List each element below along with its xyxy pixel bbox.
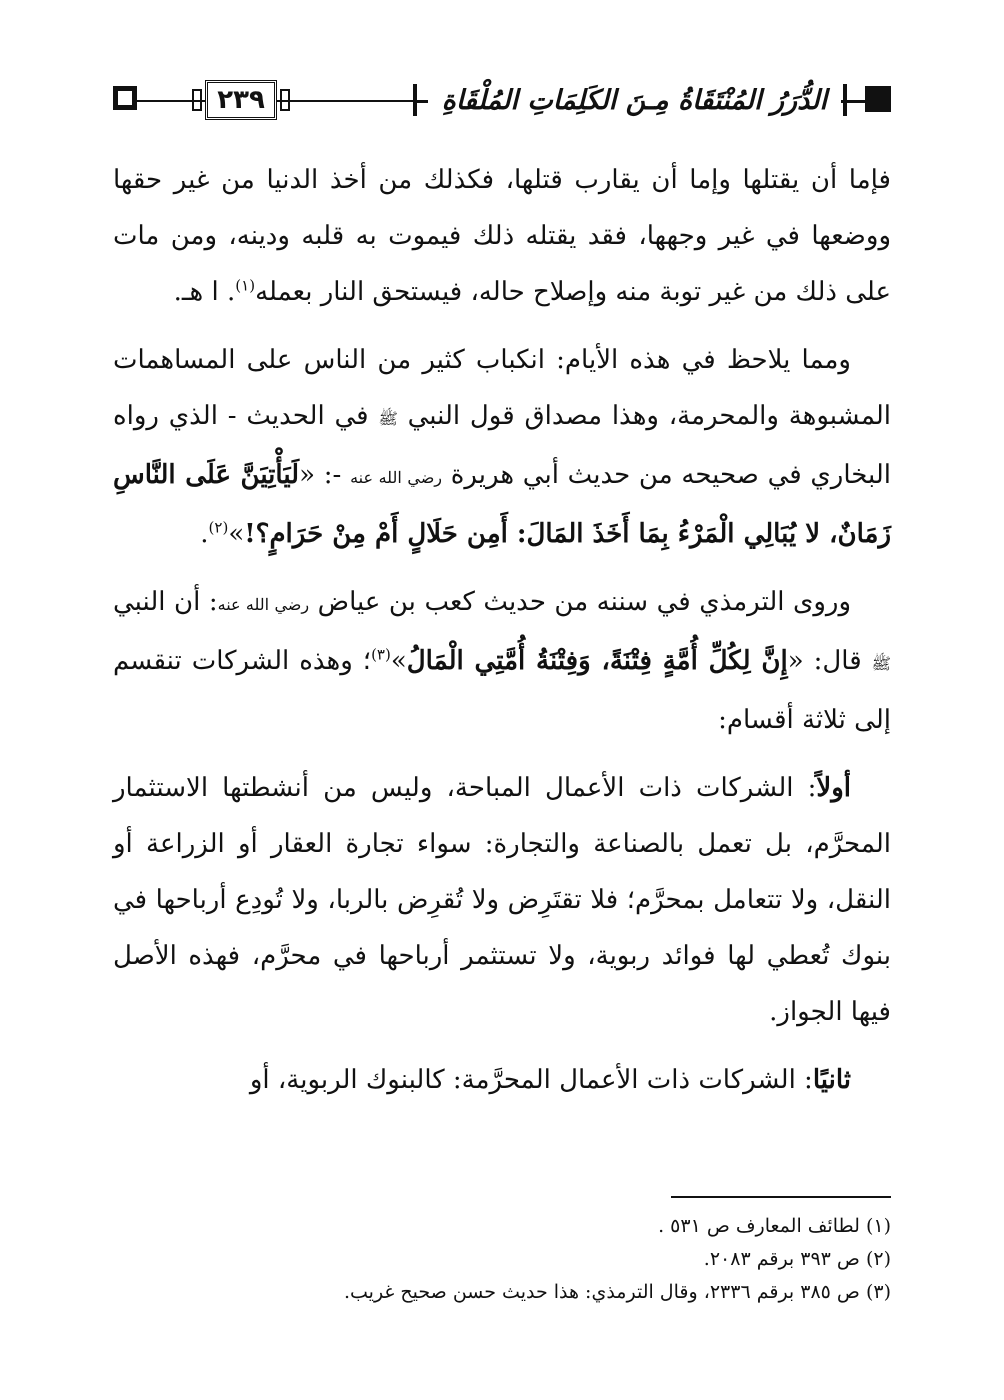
book-title: الدُّرَرُ المُنْتَقَاةُ مِـنَ الكَلِمَاتِ المُلْقَاةِ — [428, 78, 841, 122]
hadith-quote: إِنَّ لِكُلِّ أُمَّةٍ فِتْنَةً، وَفِتْنَةُ أُمَّتِي الْمَالُ — [406, 646, 788, 676]
honorific: رضي الله عنه — [217, 595, 310, 614]
paragraph-text: فإما أن يقتلها وإما أن يقارب قتلها، فكذلك من أخذ الدنيا من غير حقها ووضعها في غير وجهها، فقد يقتله ذلك فيموت به قلبه ودينه، ومن مات على ذلك من غير توبة منه وإصلاح حاله، فيستحق النار بعمله — [113, 165, 891, 307]
footnote-ref: (٣) — [371, 645, 391, 664]
page-header — [113, 78, 891, 126]
footnote — [113, 1243, 891, 1276]
section-lead: أولاً — [816, 773, 851, 803]
paragraph-text: قال: « — [787, 646, 862, 676]
footnote-number: (٢) — [865, 1248, 891, 1270]
hadith-quote: لَيَأْتِيَنَّ عَلَى النَّاسِ زَمَانٌ، لا يُبَالِي الْمَرْءُ بِمَا أَخَذَ المَالَ: أَمِن حَلَالٍ أَمْ مِنْ حَرَامٍ؟! — [113, 460, 891, 549]
paragraph — [113, 152, 891, 320]
section-lead: ثانيًا — [812, 1065, 851, 1095]
footnote-number: (١) — [865, 1215, 891, 1237]
footnote-separator — [671, 1196, 891, 1198]
footnote-ref: (٢) — [208, 518, 229, 537]
quote-close: » — [390, 646, 407, 676]
footnotes — [113, 1196, 891, 1309]
paragraph-text: -: « — [299, 460, 351, 490]
honorific: ﷺ — [378, 409, 398, 428]
paragraph-text: ومما يلاحظ في هذه الأيام: انكباب كثير من الناس على المساهمات المشبوهة والمحرمة، وهذا مصداق قول النبي — [113, 345, 892, 431]
page-body — [113, 152, 891, 1108]
paragraph — [113, 574, 891, 748]
honorific: رضي الله عنه — [350, 468, 443, 487]
page-number: ٢٣٩ — [205, 80, 277, 120]
paragraph-text: . — [200, 519, 209, 549]
ornament-square-outline — [113, 86, 137, 110]
footnote-text: ص ٣٩٣ برقم ٢٠٨٣. — [703, 1248, 860, 1270]
footnote — [113, 1276, 891, 1309]
header-rule — [277, 100, 417, 102]
paragraph-text: : الشركات ذات الأعمال المحرَّمة: كالبنوك الربوية، أو — [249, 1065, 813, 1095]
quote-close: » — [228, 519, 245, 549]
paragraph-text: في الحديث - الذي رواه البخاري في صحيحه من حديث أبي هريرة — [113, 401, 892, 490]
footnote-number: (٣) — [865, 1281, 891, 1303]
paragraph-text: وروى الترمذي في سننه من حديث كعب بن عياض — [317, 587, 852, 617]
header-divider — [843, 84, 847, 116]
footnote-text: لطائف المعارف ص ٥٣١ . — [658, 1215, 860, 1237]
paragraph — [113, 760, 891, 1040]
ornament-square-filled — [865, 86, 891, 112]
paragraph-text: . ا هـ. — [173, 277, 236, 307]
footnote — [113, 1210, 891, 1243]
honorific: ﷺ — [871, 654, 891, 673]
paragraph-text: ؛ وهذه الشركات تنقسم إلى ثلاثة أقسام: — [113, 646, 891, 735]
footnote-text: ص ٣٨٥ برقم ٢٣٣٦، وقال الترمذي: هذا حديث حسن صحيح غريب. — [343, 1281, 860, 1303]
paragraph-text: : أن النبي — [113, 587, 218, 617]
paragraph-text: : الشركات ذات الأعمال المباحة، وليس من أنشطتها الاستثمار المحرَّم، بل تعمل بالصناعة والتجارة: سواء تجارة العقار أو الزراعة أو النقل، ولا تتعامل بمحرَّم؛ فلا تقتَرِض ولا تُقرِض بالربا، ولا تُودِع أرباحها في بنوك تُعطي لها فوائد ربوية، ولا تستثمر أرباحها في محرَّم، فهذه الأصل فيها الجواز. — [113, 773, 891, 1027]
footnote-ref: (١) — [235, 276, 256, 295]
paragraph — [113, 1052, 891, 1108]
paragraph — [113, 332, 891, 562]
